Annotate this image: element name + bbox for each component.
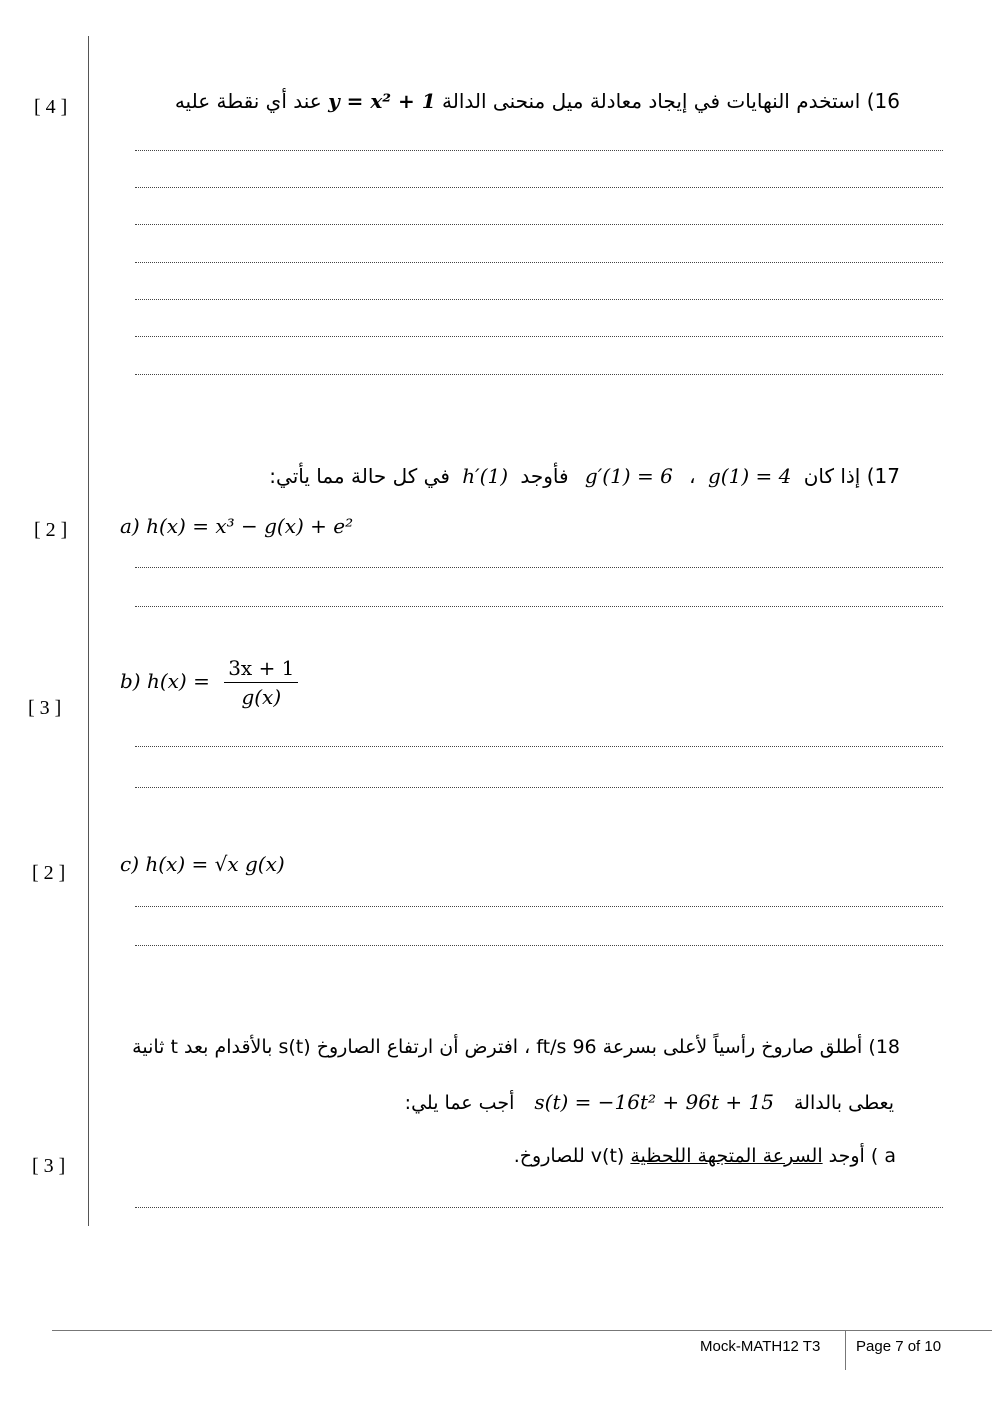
q17-cond1: g(1) = 4 <box>707 464 792 488</box>
answer-line <box>135 746 943 747</box>
answer-line <box>135 224 943 225</box>
q18a-find: أوجد <box>828 1145 865 1167</box>
answer-line <box>135 374 943 375</box>
answer-line <box>135 906 943 907</box>
answer-line <box>135 606 943 607</box>
q17b-fraction <box>224 656 298 709</box>
answer-line <box>135 336 943 337</box>
q17b-mark: [ 3 ] <box>28 697 62 719</box>
q16-text-after: عند أي نقطة عليه <box>174 89 322 113</box>
q17-cond2: g′(1) = 6 <box>584 464 673 488</box>
q17c-expr: c) h(x) = √x g(x) <box>120 852 285 876</box>
q18-line2-start: يعطى بالدالة <box>793 1092 894 1114</box>
q17b-expr <box>120 656 298 709</box>
q17a-expr: a) h(x) = x³ − g(x) + e² <box>120 514 354 538</box>
q16-mark: [ 4 ] <box>34 96 68 118</box>
answer-line <box>135 1207 943 1208</box>
q17-find: فأوجد <box>520 464 569 488</box>
q18a-underlined: السرعة المتجهة اللحظية <box>630 1145 823 1167</box>
q18-line2-end: أجب عما يلي: <box>404 1092 515 1114</box>
answer-line <box>135 567 943 568</box>
q17a-mark: [ 2 ] <box>34 519 68 541</box>
q18-text1: أطلق صاروخ رأسياً لأعلى بسرعة 96 ft/s ، افترض أن ارتفاع الصاروخ s(t) بالأقدام بعد t ثانية <box>132 1036 863 1058</box>
q16-text-before: استخدم النهايات في إيجاد معادلة ميل منحنى الدالة <box>442 89 861 113</box>
footer-separator <box>845 1330 846 1370</box>
q17-intro: إذا كان <box>803 464 861 488</box>
q18-formula: s(t) = −16t² + 96t + 15 <box>534 1090 774 1114</box>
q17b-numerator: 3x + 1 <box>224 656 298 683</box>
q16-formula: y = x² + 1 <box>328 89 436 113</box>
q17b-denominator: g(x) <box>241 685 282 709</box>
q17c-mark: [ 2 ] <box>32 862 66 884</box>
footer-divider <box>52 1330 992 1331</box>
q16-number: 16) <box>866 89 900 113</box>
q18-number: 18) <box>868 1036 900 1058</box>
q17-tail: في كل حالة مما يأتي: <box>269 464 450 488</box>
answer-line <box>135 299 943 300</box>
q18a-label: a ) <box>870 1145 896 1167</box>
q17-line <box>269 464 900 488</box>
q18-line2 <box>405 1090 894 1114</box>
answer-line <box>135 787 943 788</box>
q18-line1 <box>132 1036 900 1058</box>
footer-page-number: Page 7 of 10 <box>856 1338 942 1355</box>
footer-exam-code: Mock-MATH12 T3 <box>700 1338 821 1355</box>
q17-sep: ، <box>689 464 696 488</box>
q18a-rest: v(t) للصاروخ. <box>513 1145 625 1167</box>
q18a-line <box>514 1145 896 1167</box>
q17b-lhs: b) h(x) = <box>120 669 210 693</box>
answer-line <box>135 262 943 263</box>
q17-number: 17) <box>866 464 900 488</box>
margin-line <box>88 36 89 1226</box>
q17-target: h′(1) <box>462 464 509 488</box>
answer-line <box>135 945 943 946</box>
answer-line <box>135 187 943 188</box>
answer-line <box>135 150 943 151</box>
q16-line <box>175 89 900 113</box>
q18a-mark: [ 3 ] <box>32 1155 66 1177</box>
